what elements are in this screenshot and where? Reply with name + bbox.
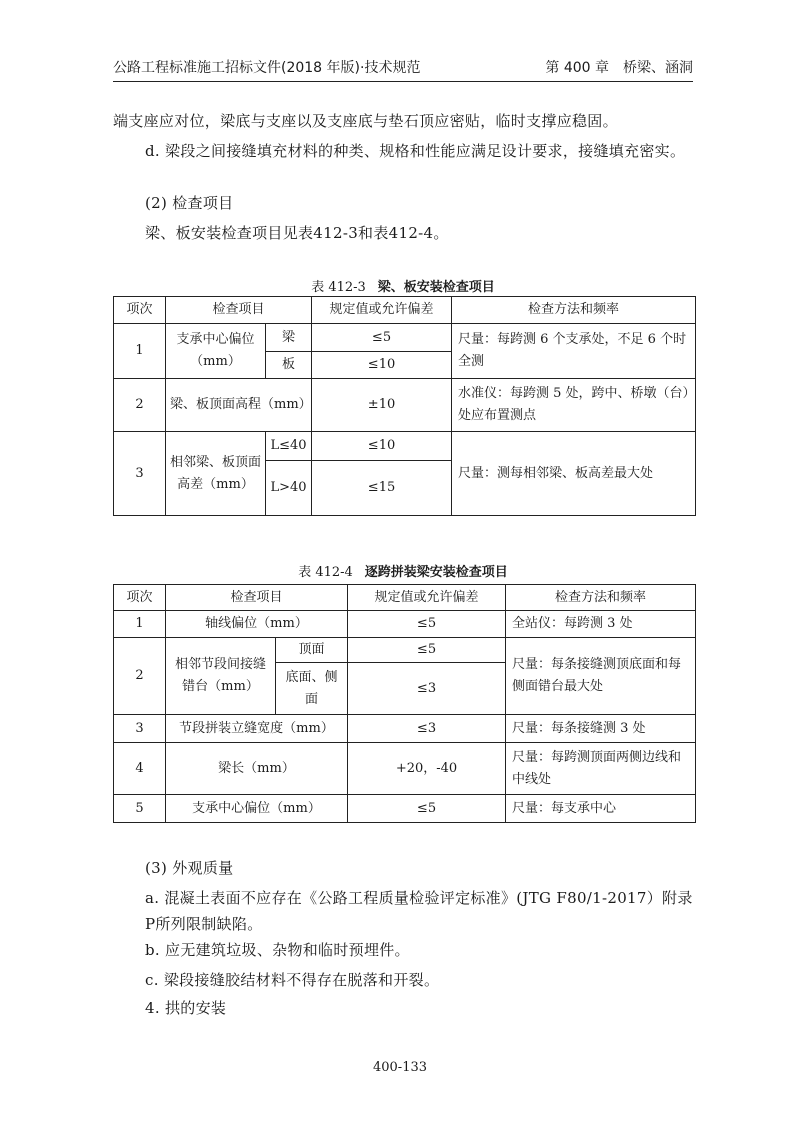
table-row [114, 379, 696, 432]
inspection-table-412-3 [113, 296, 696, 516]
check-item: 节段拼装立缝宽度（mm） [166, 715, 348, 743]
tolerance-value: ≤10 [312, 432, 452, 461]
page-header [113, 55, 693, 77]
paragraph: (3) 外观质量 [145, 859, 234, 877]
check-item: 梁、板顶面高程（mm） [166, 379, 312, 432]
check-method: 尺量：每条接缝测顶底面和每侧面错台最大处 [506, 638, 696, 715]
row-number: 1 [114, 611, 166, 638]
sub-item: L>40 [266, 461, 312, 516]
row-number: 5 [114, 795, 166, 823]
check-item: 相邻梁、板顶面高差（mm） [166, 432, 266, 516]
check-item: 梁长（mm） [166, 743, 348, 795]
tolerance-value: ≤10 [312, 352, 452, 379]
tolerance-value: ≤3 [348, 715, 506, 743]
row-number: 2 [114, 638, 166, 715]
column-header: 检查方法和频率 [506, 585, 696, 611]
check-method: 尺量：每跨测 6 个支承处，不足 6 个时全测 [452, 324, 696, 379]
table-caption [113, 561, 693, 580]
inspection-table-412-4 [113, 584, 696, 823]
sub-item: 顶面 [276, 638, 348, 663]
tolerance-value: ≤3 [348, 663, 506, 715]
column-header: 项次 [114, 297, 166, 324]
table-row [114, 432, 696, 461]
tolerance-value: ≤15 [312, 461, 452, 516]
tolerance-value: ≤5 [348, 795, 506, 823]
table-title: 逐跨拼装梁安装检查项目 [364, 565, 508, 580]
column-header: 检查项目 [166, 297, 312, 324]
sub-item: 板 [266, 352, 312, 379]
check-method: 全站仪：每跨测 3 处 [506, 611, 696, 638]
paragraph: b. 应无建筑垃圾、杂物和临时预埋件。 [145, 941, 410, 959]
check-method: 尺量：每条接缝测 3 处 [506, 715, 696, 743]
table-number: 表 412-3 [311, 280, 366, 295]
paragraph: 梁、板安装检查项目见表412-3和表412-4。 [145, 224, 449, 242]
tolerance-value: ≤5 [312, 324, 452, 352]
check-item: 轴线偏位（mm） [166, 611, 348, 638]
check-method: 尺量：每跨测顶面两侧边线和中线处 [506, 743, 696, 795]
row-number: 3 [114, 432, 166, 516]
column-header: 检查项目 [166, 585, 348, 611]
table-caption [113, 276, 693, 295]
column-header: 检查方法和频率 [452, 297, 696, 324]
sub-item: 底面、侧面 [276, 663, 348, 715]
check-method: 尺量：每支承中心 [506, 795, 696, 823]
table-row [114, 611, 696, 638]
table-header-row [114, 297, 696, 324]
table-row [114, 743, 696, 795]
table-row [114, 795, 696, 823]
table-row [114, 324, 696, 352]
column-header: 规定值或允许偏差 [312, 297, 452, 324]
table-row [114, 638, 696, 663]
table-row [114, 715, 696, 743]
tolerance-value: ±10 [312, 379, 452, 432]
tolerance-value: ≤5 [348, 638, 506, 663]
check-method: 水准仪：每跨测 5 处，跨中、桥墩（台）处应布置测点 [452, 379, 696, 432]
check-item: 相邻节段间接缝错台（mm） [166, 638, 276, 715]
paragraph: 4. 拱的安装 [145, 999, 227, 1017]
tolerance-value: ≤5 [348, 611, 506, 638]
tolerance-value: +20，-40 [348, 743, 506, 795]
paragraph: c. 梁段接缝胶结材料不得存在脱落和开裂。 [145, 971, 440, 989]
page-number: 400-133 [372, 1060, 428, 1075]
column-header: 项次 [114, 585, 166, 611]
row-number: 2 [114, 379, 166, 432]
header-document-title: 公路工程标准施工招标文件(2018 年版)·技术规范 [113, 60, 421, 76]
row-number: 1 [114, 324, 166, 379]
paragraph: (2) 检查项目 [145, 194, 234, 212]
column-header: 规定值或允许偏差 [348, 585, 506, 611]
check-item: 支承中心偏位（mm） [166, 324, 266, 379]
sub-item: 梁 [266, 324, 312, 352]
check-item: 支承中心偏位（mm） [166, 795, 348, 823]
paragraph: d. 梁段之间接缝填充材料的种类、规格和性能应满足设计要求，接缝填充密实。 [145, 142, 686, 160]
row-number: 4 [114, 743, 166, 795]
header-rule [113, 81, 693, 82]
header-chapter: 第 400 章 桥梁、涵洞 [545, 60, 693, 76]
table-header-row [114, 585, 696, 611]
row-number: 3 [114, 715, 166, 743]
sub-item: L≤40 [266, 432, 312, 461]
check-method: 尺量：测每相邻梁、板高差最大处 [452, 432, 696, 516]
table-number: 表 412-4 [298, 565, 353, 580]
table-title: 梁、板安装检查项目 [377, 280, 495, 295]
paragraph: 端支座应对位，梁底与支座以及支座底与垫石顶应密贴，临时支撑应稳固。 [113, 112, 618, 130]
paragraph: a. 混凝土表面不应存在《公路工程质量检验评定标准》(JTG F80/1-2017）附录P所列限制缺陷。 [145, 889, 693, 933]
